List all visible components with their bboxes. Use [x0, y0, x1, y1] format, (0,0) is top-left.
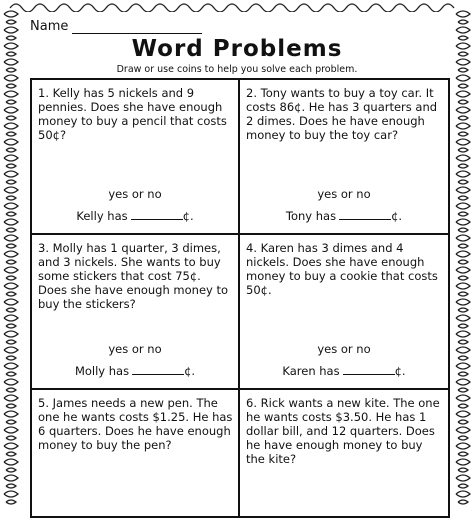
decorative-border-right — [452, 0, 474, 506]
has-label-1: Kelly has — [76, 209, 128, 223]
problem-cell-2 — [240, 80, 448, 235]
unit-2: ¢. — [391, 209, 403, 223]
answer-blank-3[interactable] — [132, 364, 184, 375]
yes-or-no-4: yes or no — [317, 342, 371, 356]
answer-blank-1[interactable] — [131, 209, 183, 220]
problem-text-4: 4. Karen has 3 dimes and 4 nickels. Does she have enough money to buy a cookie that costs 50¢. — [246, 241, 438, 297]
answer-line-3 — [32, 364, 238, 378]
problem-text-2: 2. Tony wants to buy a toy car. It costs 86¢. He has 3 quarters and 2 dimes. Does he have enough money to buy the toy car? — [246, 86, 438, 142]
answer-line-2 — [240, 209, 448, 223]
answer-blank-4[interactable] — [343, 364, 395, 375]
problem-cell-6 — [240, 390, 448, 516]
answer-blank-2[interactable] — [339, 209, 391, 220]
decorative-border-left — [0, 0, 22, 506]
name-row — [30, 16, 450, 34]
answer-line-4 — [240, 364, 448, 378]
problem-text-6: 6. Rick wants a new kite. The one he wants costs $3.50. He has 1 dollar bill, and 12 quarters. Does he have enough money to buy the kite? — [246, 396, 440, 466]
yes-or-no-1: yes or no — [108, 187, 162, 201]
decorative-border-top — [0, 0, 474, 12]
problem-text-5: 5. James needs a new pen. The one he wants costs $1.25. He has 6 quarters. Does he have enough money to buy the pen? — [38, 396, 233, 452]
has-label-2: Tony has — [285, 209, 337, 223]
has-label-3: Molly has — [74, 364, 130, 378]
name-blank-line[interactable] — [72, 20, 202, 34]
problem-text-1: 1. Kelly has 5 nickels and 9 pennies. Does she have enough money to buy a pencil that costs 50¢? — [38, 86, 227, 142]
instructions: Draw or use coins to help you solve each problem. — [116, 64, 358, 75]
problem-cell-3 — [32, 235, 240, 390]
answer-line-1 — [32, 209, 238, 223]
yes-or-no-2: yes or no — [317, 187, 371, 201]
problem-cell-1 — [32, 80, 240, 235]
has-label-4: Karen has — [282, 364, 340, 378]
problem-cell-4 — [240, 235, 448, 390]
unit-1: ¢. — [182, 209, 194, 223]
problem-grid — [30, 78, 450, 518]
name-label: Name — [30, 19, 69, 34]
problem-cell-5 — [32, 390, 240, 516]
page-title: Word Problems — [131, 36, 343, 62]
problem-text-3: 3. Molly has 1 quarter, 3 dimes, and 3 nickels. She wants to buy some stickers that cost 75¢. Does she have enough money to buy the stickers? — [38, 241, 229, 311]
yes-or-no-3: yes or no — [108, 342, 162, 356]
unit-3: ¢. — [184, 364, 196, 378]
unit-4: ¢. — [394, 364, 406, 378]
